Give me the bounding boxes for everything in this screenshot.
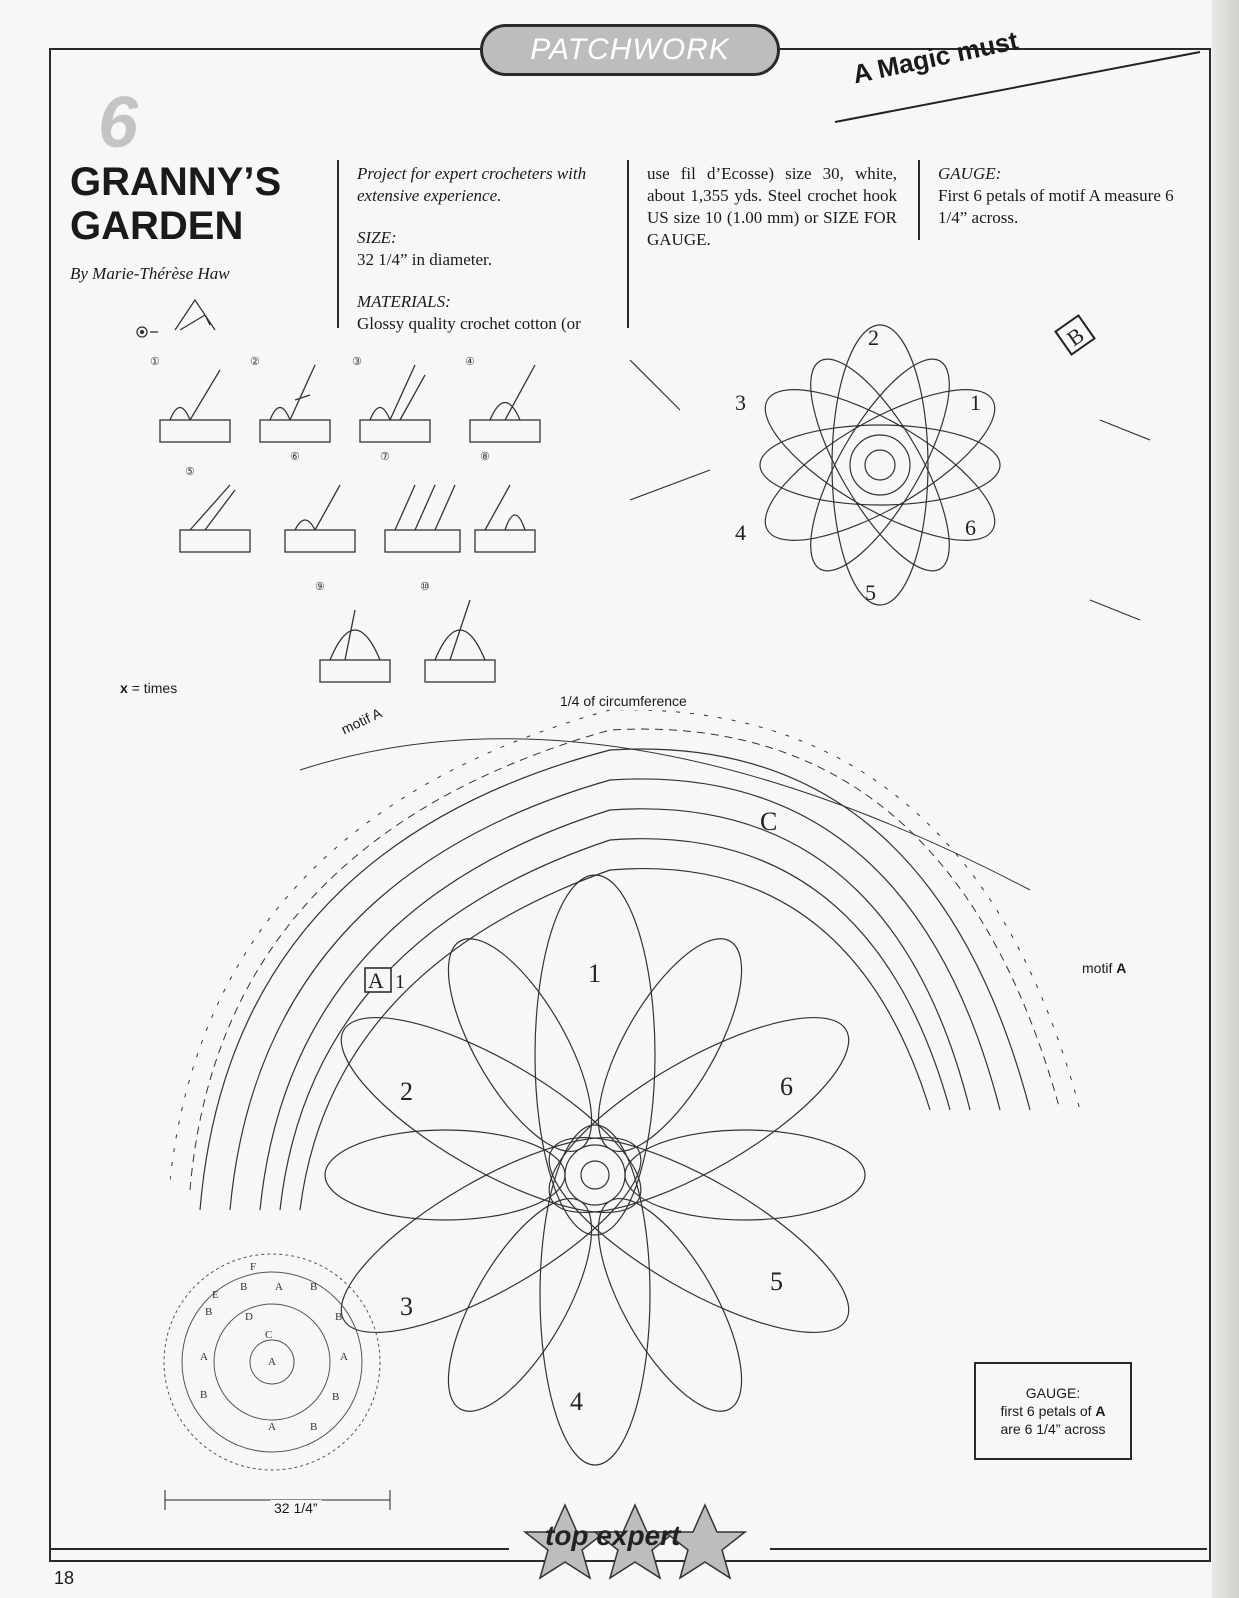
- step-number: ④: [465, 356, 475, 368]
- quarter-label: 1/4 of circumference: [560, 693, 687, 709]
- assembly-label: C: [265, 1329, 273, 1341]
- intro-text: Project for expert crocheters with extensive experience.: [357, 164, 587, 205]
- assembly-label: A: [275, 1281, 283, 1293]
- assembly-label: A: [268, 1356, 276, 1368]
- motif-a-petal-number: 1: [588, 959, 601, 988]
- border-label-c: C: [760, 807, 778, 836]
- logo-text: top expert: [545, 1520, 681, 1551]
- tagline-underline: [830, 50, 1210, 130]
- title-line-2: GARDEN: [70, 204, 244, 248]
- motif-b-petal-number: 1: [970, 390, 981, 415]
- step-number: ①: [150, 356, 160, 368]
- motif-b-petal-number: 5: [865, 580, 876, 605]
- motif-a-left-label: motif A: [338, 704, 385, 738]
- footer-rule: [770, 1548, 1207, 1550]
- assembly-label: B: [335, 1311, 343, 1323]
- gauge-box-title: GAUGE:: [1025, 1385, 1081, 1401]
- gauge-text: First 6 petals of motif A measure 6 1/4” across.: [938, 186, 1174, 227]
- text-column-3: [938, 163, 1198, 229]
- step-number: ⑥: [290, 451, 300, 463]
- materials-label: MATERIALS:: [357, 292, 451, 311]
- motif-b-diagram: [620, 270, 1180, 710]
- page-edge-shadow: [1212, 0, 1239, 1598]
- step-number: ⑨: [315, 581, 325, 593]
- assembly-label: F: [250, 1261, 257, 1273]
- assembly-label: B: [332, 1391, 340, 1403]
- motif-a-petal-number: 5: [770, 1267, 783, 1296]
- size-label: SIZE:: [357, 228, 397, 247]
- label-a1-letter: A: [368, 968, 384, 993]
- gauge-label: GAUGE:: [938, 164, 1002, 183]
- title-line-1: GRANNY’S: [70, 160, 282, 204]
- gauge-box-line3: are 6 1/4” across: [1000, 1421, 1106, 1437]
- gauge-box-line2-text: first 6 petals of: [1000, 1403, 1092, 1419]
- diameter-label: 32 1/4”: [270, 1500, 322, 1516]
- assembly-label: B: [200, 1389, 208, 1401]
- motif-b-label: B: [1062, 322, 1089, 352]
- size-value: 32 1/4” in diameter.: [357, 250, 493, 269]
- motif-a-petal-number: 3: [400, 1292, 413, 1321]
- gauge-box-line2-bold: A: [1095, 1403, 1106, 1419]
- label-a1-number: 1: [395, 971, 405, 993]
- motif-a-right-bold: A: [1116, 960, 1127, 976]
- gauge-box-line2: [976, 1402, 1130, 1420]
- assembly-label: B: [310, 1281, 318, 1293]
- legend-x-symbol: x: [120, 680, 128, 696]
- assembly-label: A: [268, 1421, 276, 1433]
- legend-times: [120, 680, 177, 696]
- project-number: 6: [98, 83, 139, 163]
- motif-b-petal-number: 6: [965, 515, 976, 540]
- motif-b-petal-number: 4: [735, 520, 746, 545]
- assembly-label: D: [245, 1311, 253, 1323]
- section-header: [480, 24, 780, 76]
- stitch-step-diagrams: [130, 290, 580, 700]
- tagline: A Magic must: [850, 25, 1021, 90]
- column-divider: [918, 160, 920, 240]
- motif-b-petal-number: 3: [735, 390, 746, 415]
- motif-a-petal-number: 4: [570, 1387, 583, 1416]
- motif-a-petal-number: 2: [400, 1077, 413, 1106]
- step-number: ⑩: [420, 581, 430, 593]
- assembly-label: A: [200, 1351, 208, 1363]
- project-title: [70, 160, 330, 248]
- assembly-label: A: [340, 1351, 348, 1363]
- step-number: ③: [352, 356, 362, 368]
- legend-x-text: = times: [131, 680, 178, 696]
- motif-a-petal-number: 6: [780, 1072, 793, 1101]
- step-number: ⑤: [185, 466, 195, 478]
- step-numbers: [150, 356, 490, 593]
- step-number: ⑧: [480, 451, 490, 463]
- materials-text: Glossy quality crochet cotton (or: [357, 314, 581, 333]
- assembly-diagram: [160, 1250, 400, 1530]
- byline: By Marie-Thérèse Haw: [70, 264, 230, 283]
- assembly-label: B: [310, 1421, 318, 1433]
- assembly-label: B: [205, 1306, 213, 1318]
- section-title: PATCHWORK: [530, 33, 730, 66]
- step-number: ⑦: [380, 451, 390, 463]
- motif-b-petal-number: 2: [868, 325, 879, 350]
- footer-rule: [49, 1548, 509, 1550]
- assembly-label: E: [212, 1289, 219, 1301]
- page-number: 18: [54, 1568, 75, 1588]
- motif-a-right-text: motif: [1082, 960, 1113, 976]
- assembly-label: B: [240, 1281, 248, 1293]
- gauge-box: [974, 1362, 1132, 1460]
- text-column-2: [647, 163, 897, 251]
- materials-continued: use fil d’Ecosse) size 30, white, about 1,355 yds. Steel crochet hook US size 10 (1.00 mm) or SIZE FOR GAUGE.: [647, 164, 897, 249]
- step-number: ②: [250, 356, 260, 368]
